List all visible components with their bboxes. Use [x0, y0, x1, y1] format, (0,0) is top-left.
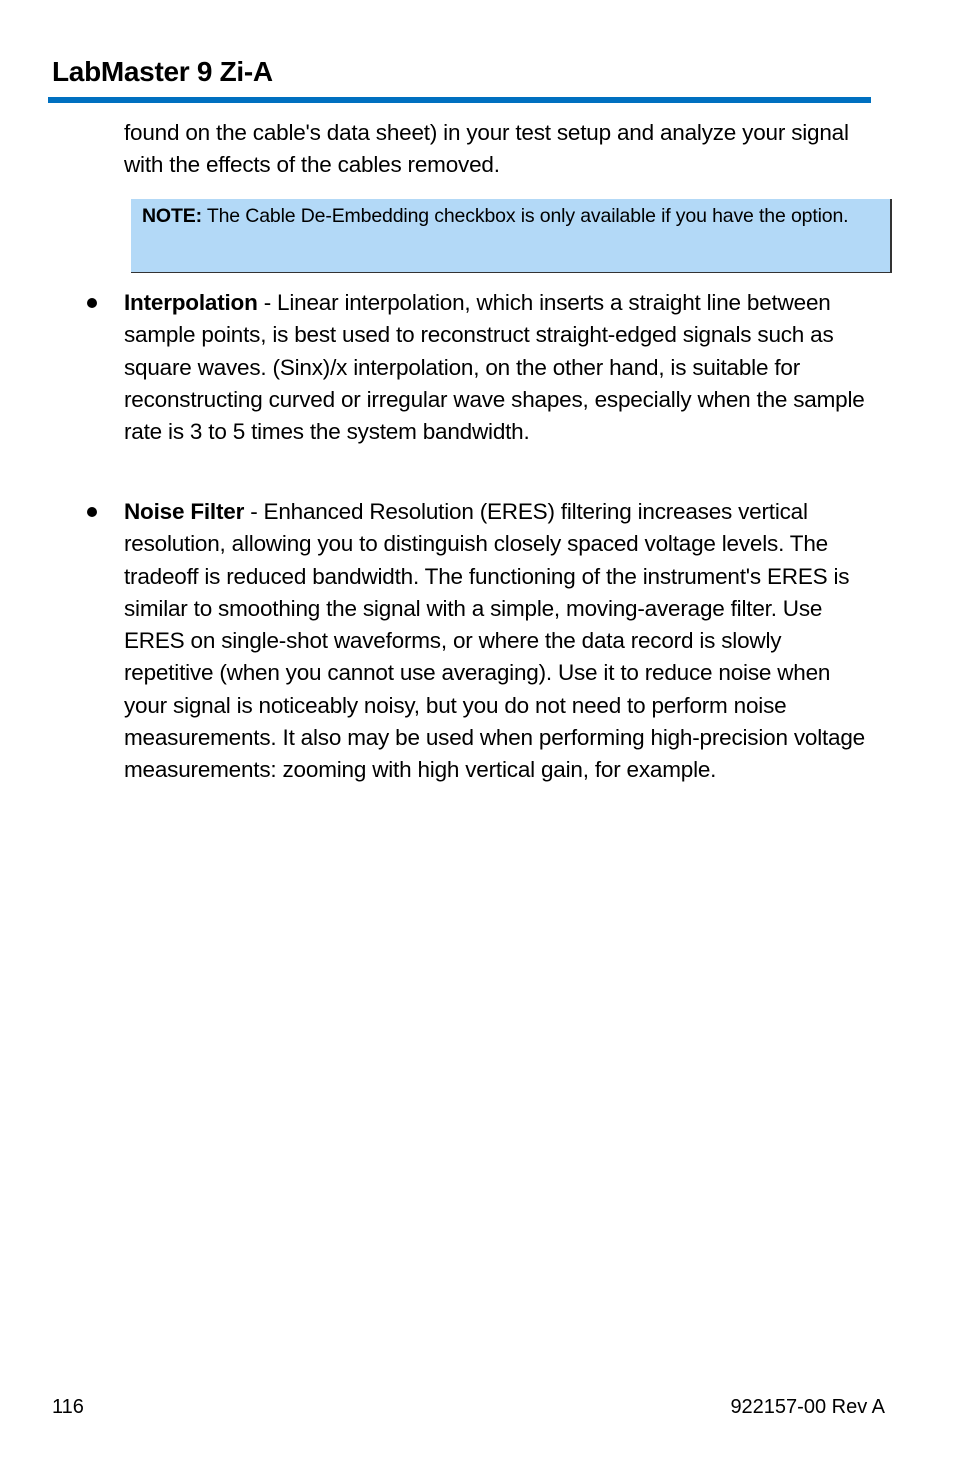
page-number: 116 — [52, 1396, 84, 1418]
note-box — [131, 199, 892, 273]
note-text: The Cable De-Embedding checkbox is only available if you have the option. — [201, 205, 849, 227]
note-label: NOTE: — [142, 205, 202, 227]
bullet-icon — [87, 507, 97, 517]
bullet-description: - Enhanced Resolution (ERES) filtering increases vertical resolution, allowing you to distinguish closely spaced voltage levels. The tradeoff is reduced bandwidth. The functioning of the instrument's ERES is similar to smoothing the signal with a simple, moving-average filter. Use ERES on single-shot waveforms, or where the data record is slowly repetitive (when you cannot use averaging). Use it to reduce noise when your signal is noticeably noisy, but you do not need to perform noise measurements. It also may be used when performing high-precision voltage measurements: zooming with high vertical gain, for example. — [124, 499, 865, 783]
bullet-description: - Linear interpolation, which inserts a straight line between sample points, is best used to reconstruct straight-edged signals such as square waves. (Sinx)/x interpolation, on the other hand, is suitable for reconstructing curved or irregular wave shapes, especially when the sample rate is 3 to 5 times the system bandwidth. — [124, 290, 865, 445]
bullet-term: Interpolation — [124, 290, 258, 315]
intro-paragraph: found on the cable's data sheet) in your test setup and analyze your signal with the effects of the cables removed. — [124, 120, 849, 178]
document-revision: 922157-00 Rev A — [730, 1396, 885, 1418]
bullet-item-noise-filter — [124, 496, 872, 787]
page-header-title: LabMaster 9 Zi-A — [52, 56, 273, 87]
bullet-term: Noise Filter — [124, 499, 245, 524]
bullet-item-interpolation — [124, 287, 872, 448]
bullet-icon — [87, 298, 97, 308]
header-divider — [48, 97, 871, 103]
